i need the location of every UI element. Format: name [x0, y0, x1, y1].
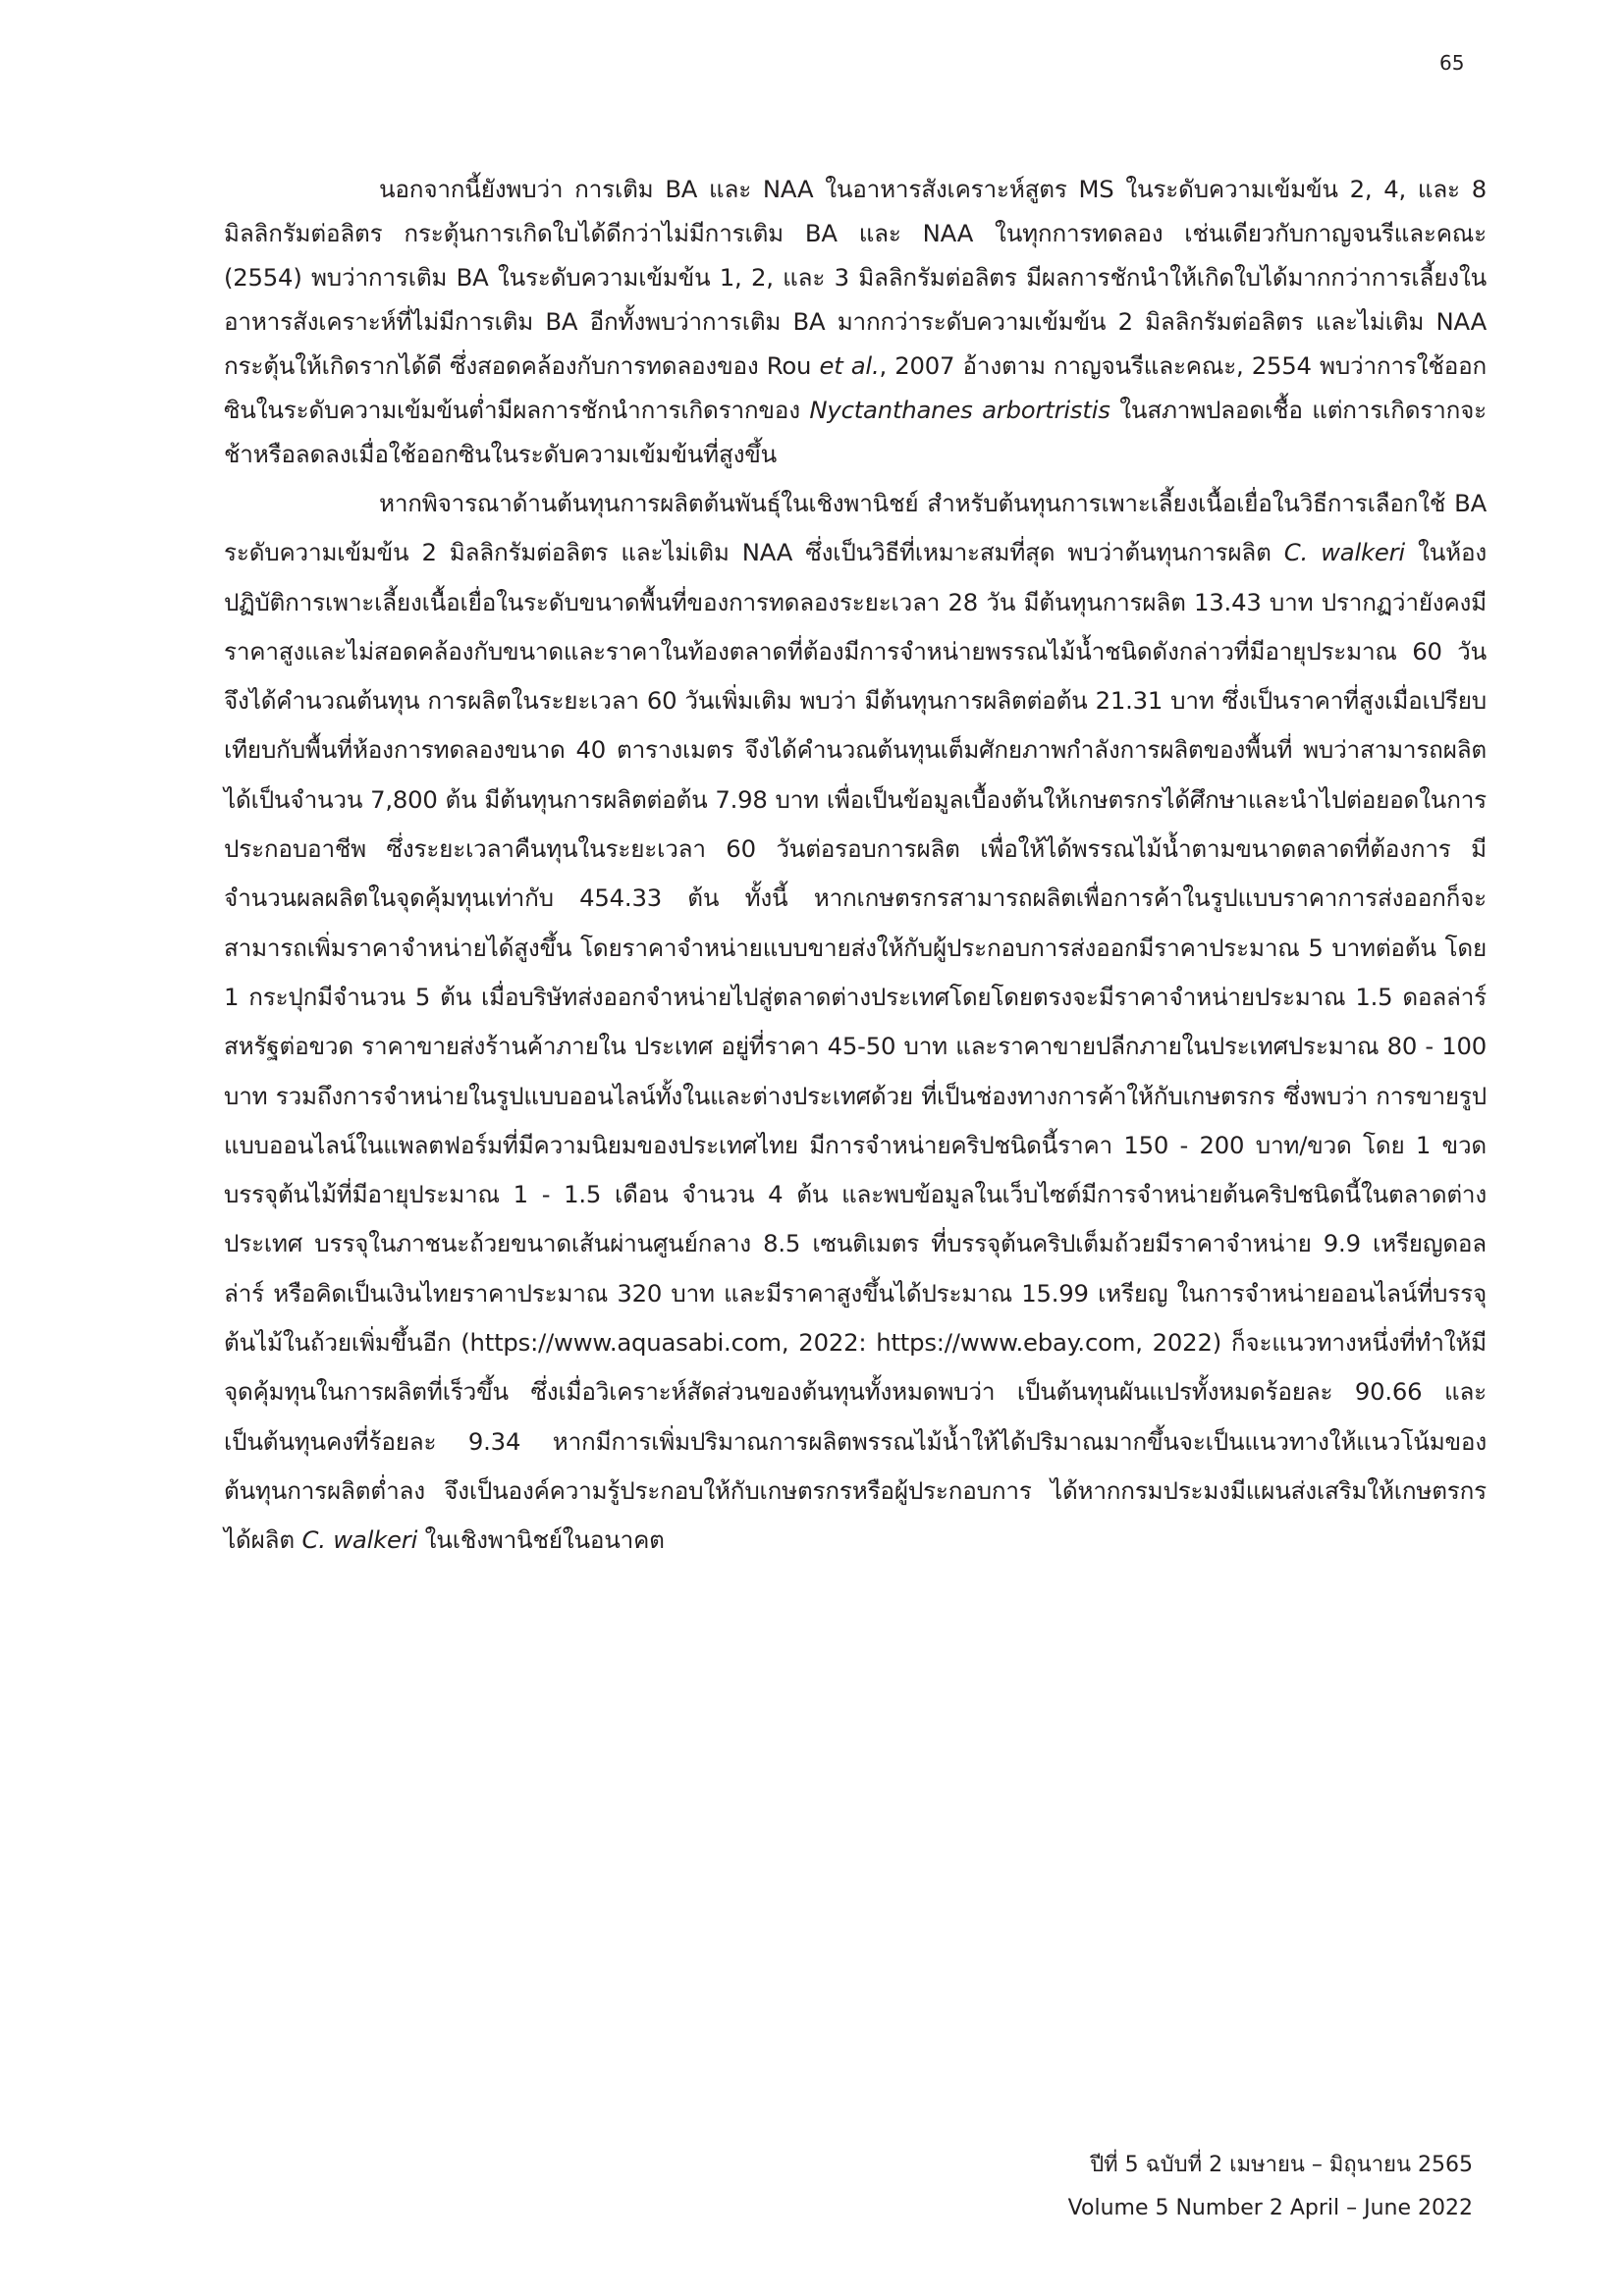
paragraph-growth-results	[224, 167, 1487, 476]
footer-issue-thai: ปีที่ 5 ฉบับที่ 2 เมษายน – มิถุนายน 2565	[1090, 2153, 1473, 2177]
paragraph-text: นอกจากนี้ยังพบว่า การเติม BA และ NAA ในอาหารสังเคราะห์สูตร MS ในระดับความเข้มข้น 2, 4, และ 8 มิลลิกรัมต่อลิตร กระตุ้นการเกิดใบได้ดีกว่าไม่มีการเติม BA และ NAA ในทุกการทดลอง เช่นเดียวกับกาญจนรีและคณะ (2554) พบว่าการเติม BA ในระดับความเข้มข้น 1, 2, และ 3 มิลลิกรัมต่อลิตร มีผลการชักนำให้เกิดใบได้มากกว่าการเลี้ยงในอาหารสังเคราะห์ที่ไม่มีการเติม BA อีกทั้งพบว่าการเติม BA มากกว่าระดับความเข้มข้น 2 มิลลิกรัมต่อลิตร และไม่เติม NAA กระตุ้นให้เกิดรากได้ดี ซึ่งสอดคล้องกับการทดลองของ Rou	[224, 175, 1487, 380]
journal-footer	[1068, 2144, 1473, 2230]
article-body	[224, 167, 1487, 1566]
paragraph-text: หากพิจารณาด้านต้นทุนการผลิตต้นพันธุ์ในเชิงพานิชย์ สำหรับต้นทุนการเพาะเลี้ยงเนื้อเยื่อในวิธีการเลือกใช้ BA ระดับความเข้มข้น 2 มิลลิกรัมต่อลิตร และไม่เติม NAA ซึ่งเป็นวิธีที่เหมาะสมที่สุด พบว่าต้นทุนการผลิต	[224, 489, 1487, 567]
paragraph-production-cost	[224, 479, 1487, 1566]
paragraph-text: ในห้องปฏิบัติการเพาะเลี้ยงเนื้อเยื่อในระดับขนาดพื้นที่ของการทดลองระยะเวลา 28 วัน มีต้นทุนการผลิต 13.43 บาท ปรากฏว่ายังคงมีราคาสูงและไม่สอดคล้องกับขนาดและราคาในท้องตลาดที่ต้องมีการจำหน่ายพรรณไม้น้ำชนิดดังกล่าวที่มีอายุประมาณ 60 วัน จึงได้คำนวณต้นทุน การผลิตในระยะเวลา 60 วันเพิ่มเติม พบว่า มีต้นทุนการผลิตต่อต้น 21.31 บาท ซึ่งเป็นราคาที่สูงเมื่อเปรียบเทียบกับพื้นที่ห้องการทดลองขนาด 40 ตารางเมตร จึงได้คำนวณต้นทุนเต็มศักยภาพกำลังการผลิตของพื้นที่ พบว่าสามารถผลิตได้เป็นจำนวน 7,800 ต้น มีต้นทุนการผลิตต่อต้น 7.98 บาท เพื่อเป็นข้อมูลเบื้องต้นให้เกษตรกรได้ศึกษาและนำไปต่อยอดในการประกอบอาชีพ ซึ่งระยะเวลาคืนทุนในระยะเวลา 60 วันต่อรอบการผลิต เพื่อให้ได้พรรณไม้น้ำตามขนาดตลาดที่ต้องการ มีจำนวนผลผลิตในจุดคุ้มทุนเท่ากับ 454.33 ต้น ทั้งนี้ หากเกษตรกรสามารถผลิตเพื่อการค้าในรูปแบบราคาการส่งออกก็จะสามารถเพิ่มราคาจำหน่ายได้สูงขึ้น โดยราคาจำหน่ายแบบขายส่งให้กับผู้ประกอบการส่งออกมีราคาประมาณ 5 บาทต่อต้น โดย 1 กระปุกมีจำนวน 5 ต้น เมื่อบริษัทส่งออกจำหน่ายไปสู่ตลาดต่างประเทศโดยโดยตรงจะมีราคาจำหน่ายประมาณ 1.5 ดอลล่าร์สหรัฐต่อขวด ราคาขายส่งร้านค้าภายใน ประเทศ อยู่ที่ราคา 45-50 บาท และราคาขายปลีกภายในประเทศประมาณ 80 - 100 บาท รวมถึงการจำหน่ายในรูปแบบออนไลน์ทั้งในและต่างประเทศด้วย ที่เป็นช่องทางการค้าให้กับเกษตรกร ซึ่งพบว่า การขายรูปแบบออนไลน์ในแพลตฟอร์มที่มีความนิยมของประเทศไทย มีการจำหน่ายคริปชนิดนี้ราคา 150 - 200 บาท/ขวด โดย 1 ขวดบรรจุต้นไม้ที่มีอายุประมาณ 1 - 1.5 เดือน จำนวน 4 ต้น และพบข้อมูลในเว็บไซต์มีการจำหน่ายต้นคริปชนิดนี้ในตลาดต่างประเทศ บรรจุในภาชนะถ้วยขนาดเส้นผ่านศูนย์กลาง 8.5 เซนติเมตร ที่บรรจุต้นคริปเต็มถ้วยมีราคาจำหน่าย 9.9 เหรียญดอลล่าร์ หรือคิดเป็นเงินไทยราคาประมาณ 320 บาท และมีราคาสูงขึ้นได้ประมาณ 15.99 เหรียญ ในการจำหน่ายออนไลน์ที่บรรจุต้นไม้ในถ้วยเพิ่มขึ้นอีก (https://www.aquasabi.com, 2022: https://www.ebay.com, 2022) ก็จะแนวทางหนึ่งที่ทำให้มีจุดคุ้มทุนในการผลิตที่เร็วขึ้น ซึ่งเมื่อวิเคราะห์สัดส่วนของต้นทุนทั้งหมดพบว่า เป็นต้นทุนผันแปรทั้งหมดร้อยละ 90.66 และเป็นต้นทุนคงที่ร้อยละ 9.34 หากมีการเพิ่มปริมาณการผลิตพรรณไม้น้ำให้ได้ปริมาณมากขึ้นจะเป็นแนวทางให้แนวโน้มของต้นทุนการผลิตต่ำลง จึงเป็นองค์ความรู้ประกอบให้กับเกษตรกรหรือผู้ประกอบการ ได้หากกรมประมงมีแผนส่งเสริมให้เกษตรกรได้ผลิต	[224, 538, 1487, 1555]
page-number: 65	[1439, 51, 1465, 75]
italic-citation: et al.	[819, 351, 880, 380]
paragraph-text: , 2007 อ้างตาม กาญจนรีและคณะ, 2554 พบว่าการใช้ออกซินในระดับความเข้มข้นต่ำมีผลการชักนำการเกิดรากของ	[224, 351, 1487, 424]
footer-issue-english: Volume 5 Number 2 April – June 2022	[1067, 2196, 1473, 2220]
paragraph-text: ในเชิงพานิชย์ในอนาคต	[417, 1525, 665, 1555]
italic-species-name: Nyctanthanes arbortristis	[809, 396, 1110, 424]
italic-species-name: C. walkeri	[1283, 538, 1405, 567]
paragraph-text: ในสภาพปลอดเชื้อ แต่การเกิดรากจะช้าหรือลดลงเมื่อใช้ออกซินในระดับความเข้มข้นที่สูงขึ้น	[224, 396, 1487, 468]
italic-species-name: C. walkeri	[301, 1525, 418, 1555]
